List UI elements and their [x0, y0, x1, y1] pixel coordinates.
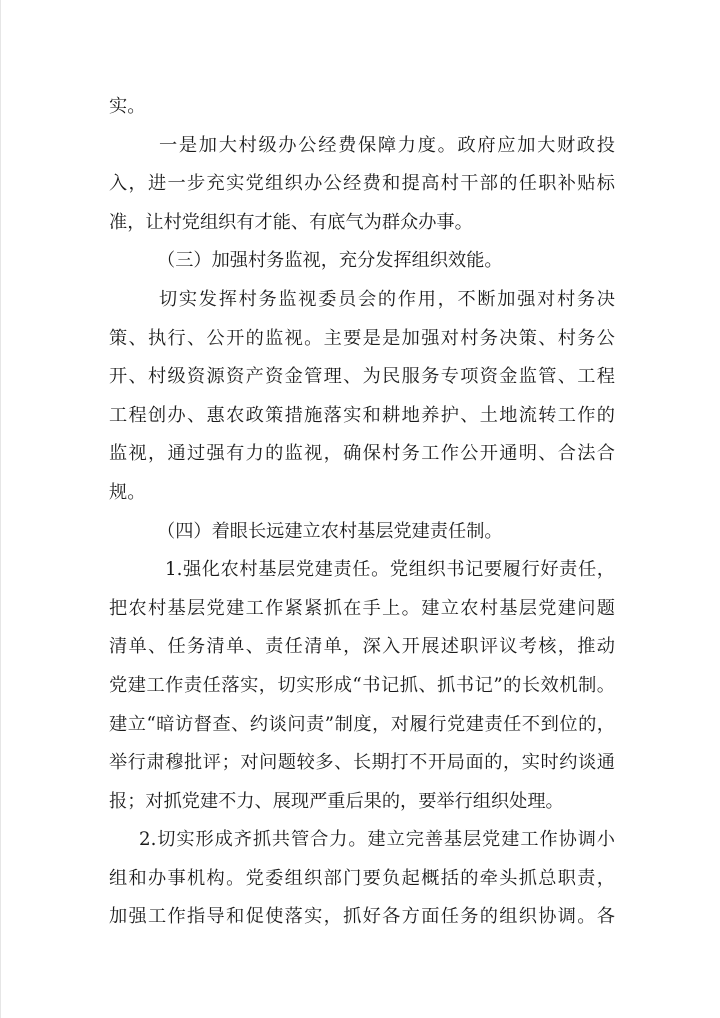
- body-text: [109, 88, 615, 937]
- text-line: 规。: [109, 481, 146, 503]
- text-line: 入，进一步充实党组织办公经费和提高村干部的任职补贴标: [109, 173, 615, 195]
- text-line: 把农村基层党建工作紧紧抓在手上。建立农村基层党建问题: [109, 597, 615, 619]
- text-line: 清单、任务清单、责任清单，深入开展述职评议考核，推动: [109, 636, 615, 658]
- text-line: 加强工作指导和促使落实，抓好各方面任务的组织协调。各: [109, 906, 615, 928]
- text-line: 监视，通过强有力的监视，确保村务工作公开通明、合法合: [109, 443, 615, 465]
- text-line: 工程创办、惠农政策措施落实和耕地养护、土地流转工作的: [109, 404, 615, 426]
- section-heading: （三）加强村务监视，充分发挥组织效能。: [157, 250, 503, 272]
- text-line: 组和办事机构。党委组织部门要负起概括的牵头抓总职责，: [109, 867, 615, 889]
- text-line: 切实发挥村务监视委员会的作用，不断加强对村务决: [159, 288, 615, 310]
- text-line: 实。: [109, 96, 146, 117]
- text-line: 报；对抓党建不力、展现严重后果的，要举行组织处理。: [109, 790, 564, 812]
- text-line: 准，让村党组织有才能、有底气为群众办事。: [109, 211, 473, 233]
- text-line: 党建工作责任落实，切实形成“书记抓、抓书记”的长效机制。: [109, 674, 615, 696]
- text-line: 1.强化农村基层党建责任。党组织书记要履行好责任，: [165, 559, 615, 581]
- text-line: 一是加大村级办公经费保障力度。政府应加大财政投: [159, 134, 615, 156]
- text-line: 开、村级资源资产资金管理、为民服务专项资金监管、工程: [109, 366, 615, 388]
- text-line: 2.切实形成齐抓共管合力。建立完善基层党建工作协调小: [139, 829, 615, 851]
- text-line: 策、执行、公开的监视。主要是是加强对村务决策、村务公: [109, 327, 615, 349]
- text-line: 举行肃穆批评；对问题较多、长期打不开局面的，实时约谈通: [109, 752, 615, 774]
- text-line: 建立“暗访督查、约谈问责”制度，对履行党建责任不到位的，: [109, 713, 615, 735]
- section-heading: （四）着眼长远建立农村基层党建责任制。: [157, 520, 503, 542]
